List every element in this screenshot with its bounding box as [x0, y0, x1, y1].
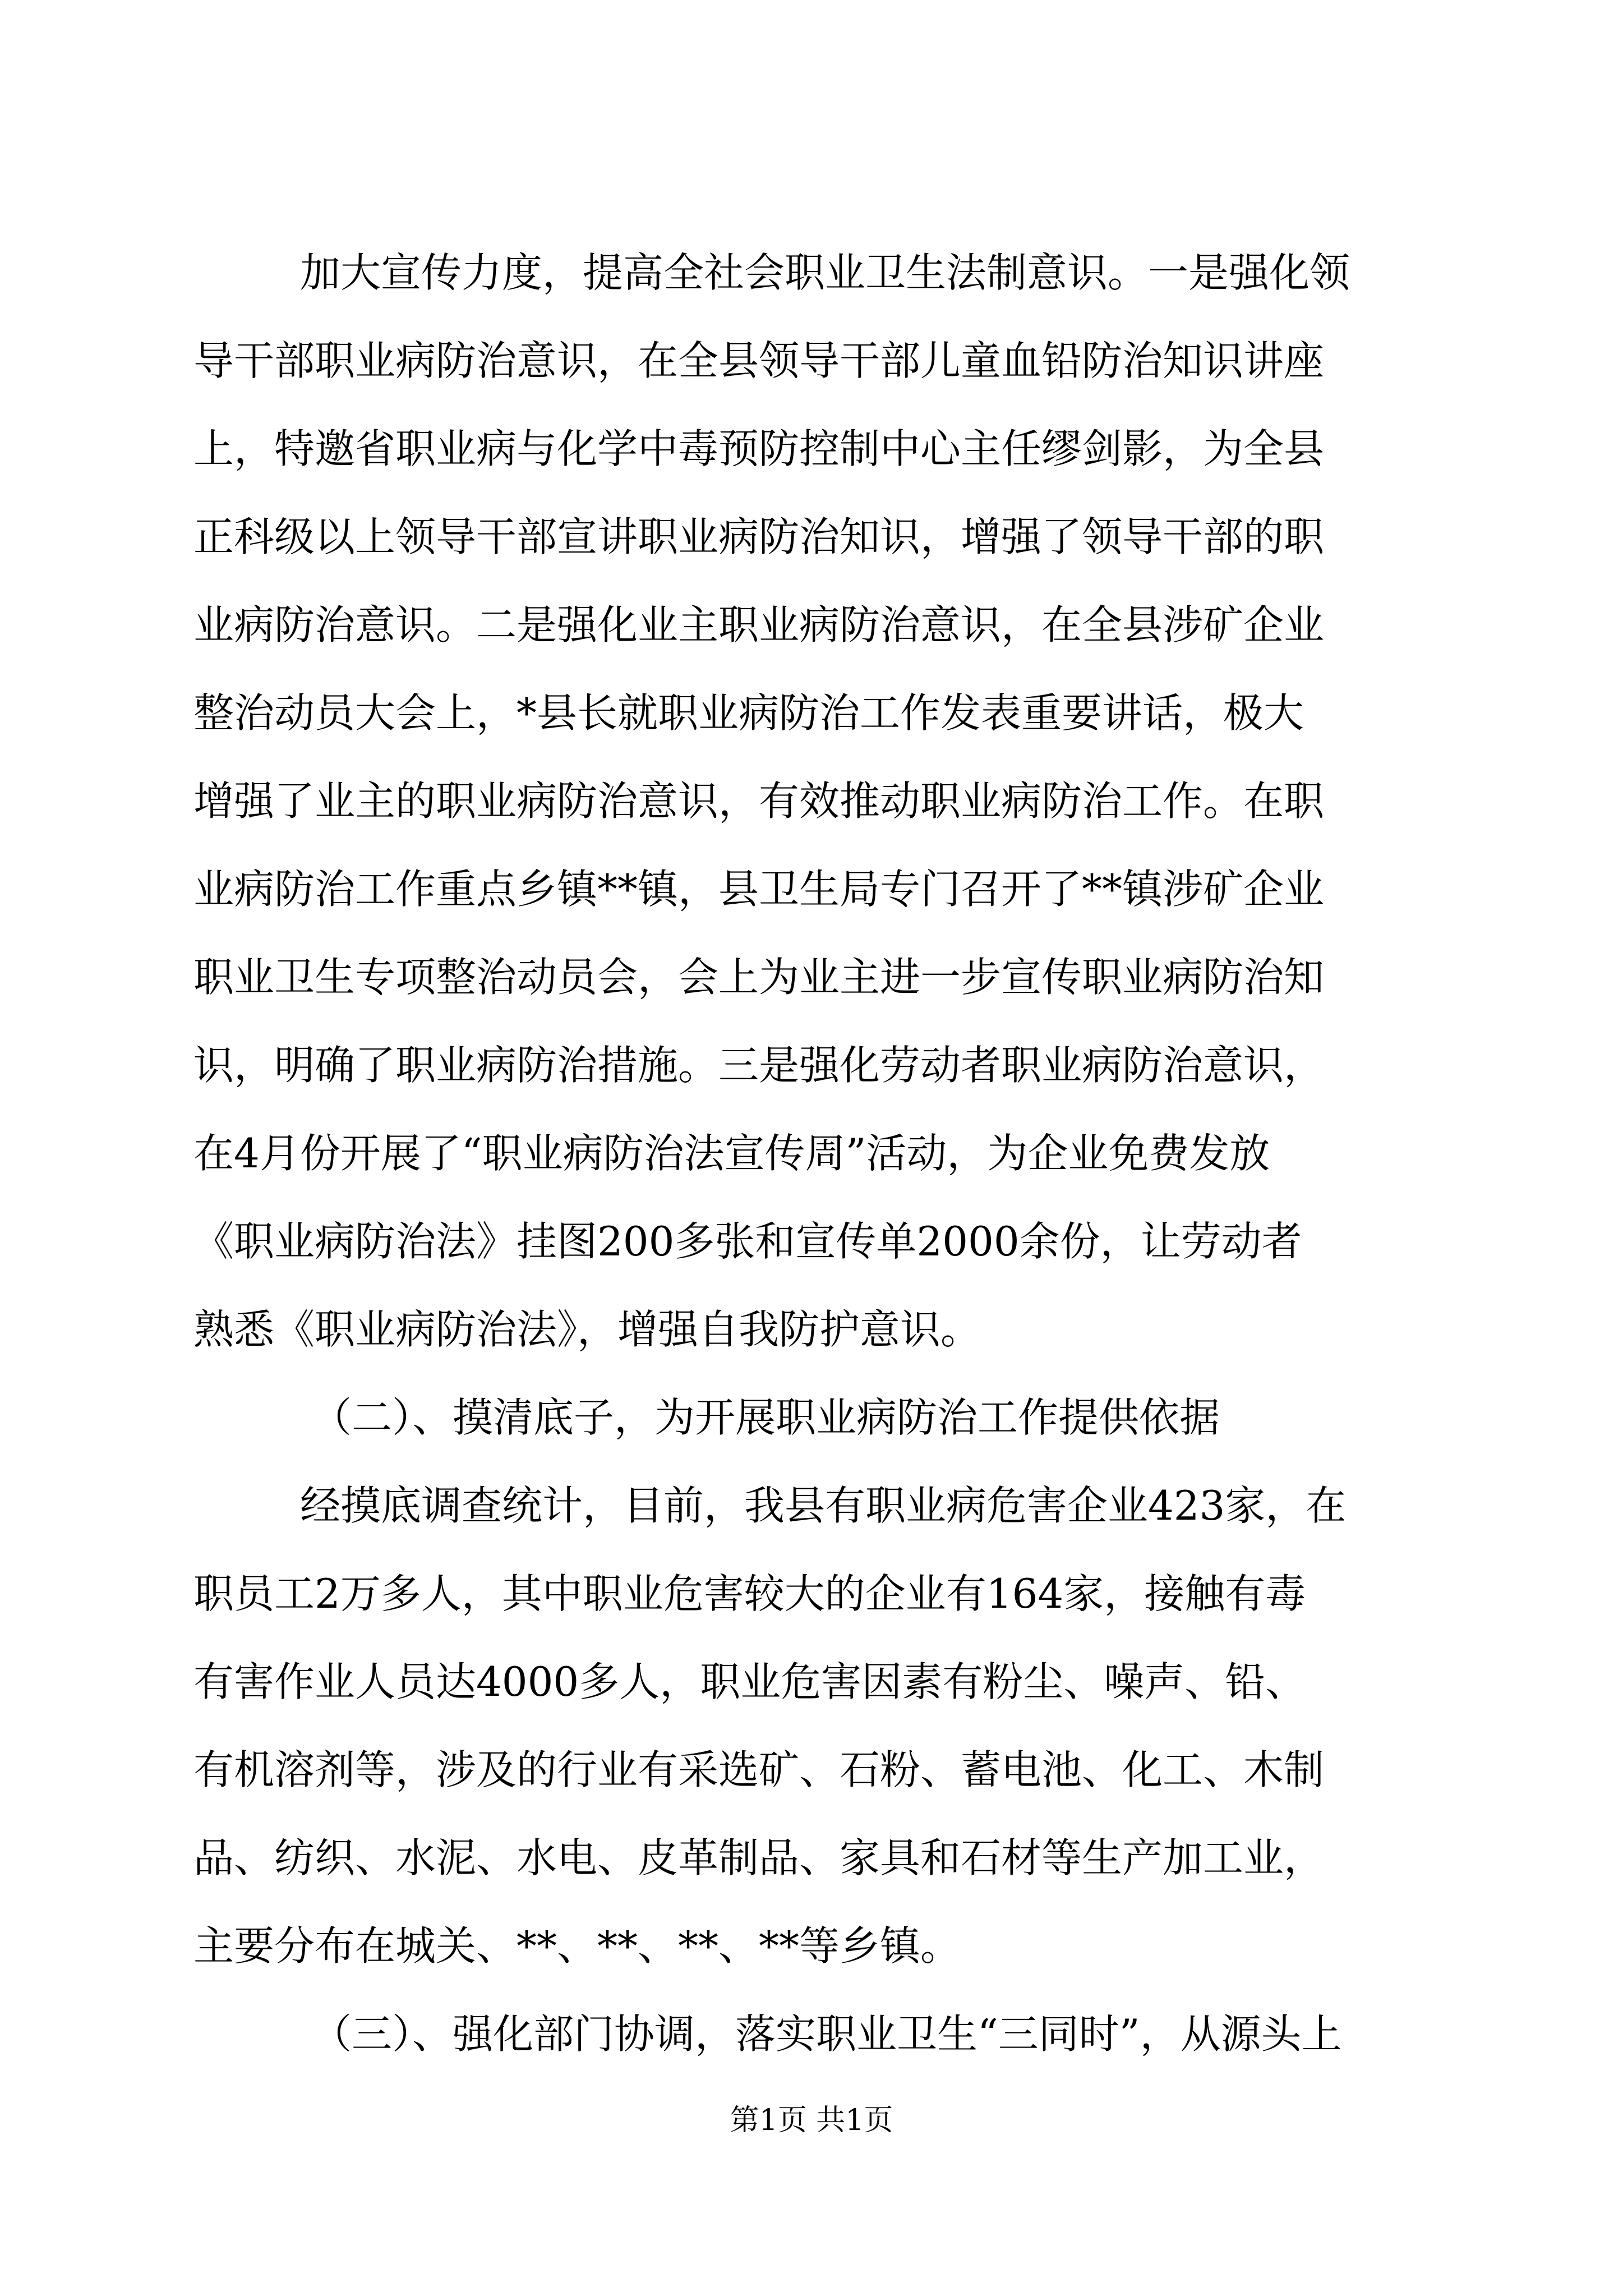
- page-footer: 第1页 共1页: [730, 2104, 893, 2137]
- paragraph-line: 识，明确了职业病防治措施。三是强化劳动者职业病防治意识，: [193, 1042, 1325, 1089]
- section-heading: （三）、强化部门协调，落实职业卫生“三同时”，从源头上: [311, 2010, 1342, 2058]
- paragraph-line: 整治动员大会上，*县长就职业病防治工作发表重要讲话，极大: [193, 689, 1304, 737]
- paragraph-line: 有害作业人员达4000多人，职业危害因素有粉尘、噪声、铅、: [193, 1658, 1306, 1705]
- paragraph-line: 《职业病防治法》挂图200多张和宣传单2000余份，让劳动者: [193, 1218, 1302, 1265]
- paragraph-line: 业病防治意识。二是强化业主职业病防治意识，在全县涉矿企业: [193, 601, 1325, 648]
- paragraph-line: 业病防治工作重点乡镇**镇，县卫生局专门召开了**镇涉矿企业: [193, 866, 1325, 913]
- paragraph-line: 增强了业主的职业病防治意识，有效推动职业病防治工作。在职: [193, 777, 1325, 825]
- paragraph-line: 品、纺织、水泥、水电、皮革制品、家具和石材等生产加工业，: [193, 1834, 1325, 1881]
- paragraph-line: 加大宣传力度，提高全社会职业卫生法制意识。一是强化领: [300, 249, 1350, 296]
- paragraph-line: 职员工2万多人，其中职业危害较大的企业有164家，接触有毒: [193, 1570, 1306, 1617]
- section-heading: （二）、摸清底子，为开展职业病防治工作提供依据: [311, 1394, 1220, 1441]
- paragraph-line: 导干部职业病防治意识，在全县领导干部儿童血铅防治知识讲座: [193, 337, 1325, 384]
- paragraph-line: 在4月份开展了“职业病防治法宣传周”活动，为企业免费发放: [193, 1130, 1270, 1177]
- paragraph-line: 职业卫生专项整治动员会，会上为业主进一步宣传职业病防治知: [193, 954, 1325, 1001]
- paragraph-line: 主要分布在城关、**、**、**、**等乡镇。: [193, 1922, 961, 1970]
- paragraph-line: 经摸底调查统计，目前，我县有职业病危害企业423家，在: [300, 1482, 1347, 1529]
- paragraph-line: 上，特邀省职业病与化学中毒预防控制中心主任缪剑影，为全县: [193, 425, 1325, 472]
- paragraph-line: 正科级以上领导干部宣讲职业病防治知识，增强了领导干部的职: [193, 513, 1325, 560]
- paragraph-line: 有机溶剂等，涉及的行业有采选矿、石粉、蓄电池、化工、木制: [193, 1746, 1325, 1793]
- paragraph-line: 熟悉《职业病防治法》，增强自我防护意识。: [193, 1306, 981, 1353]
